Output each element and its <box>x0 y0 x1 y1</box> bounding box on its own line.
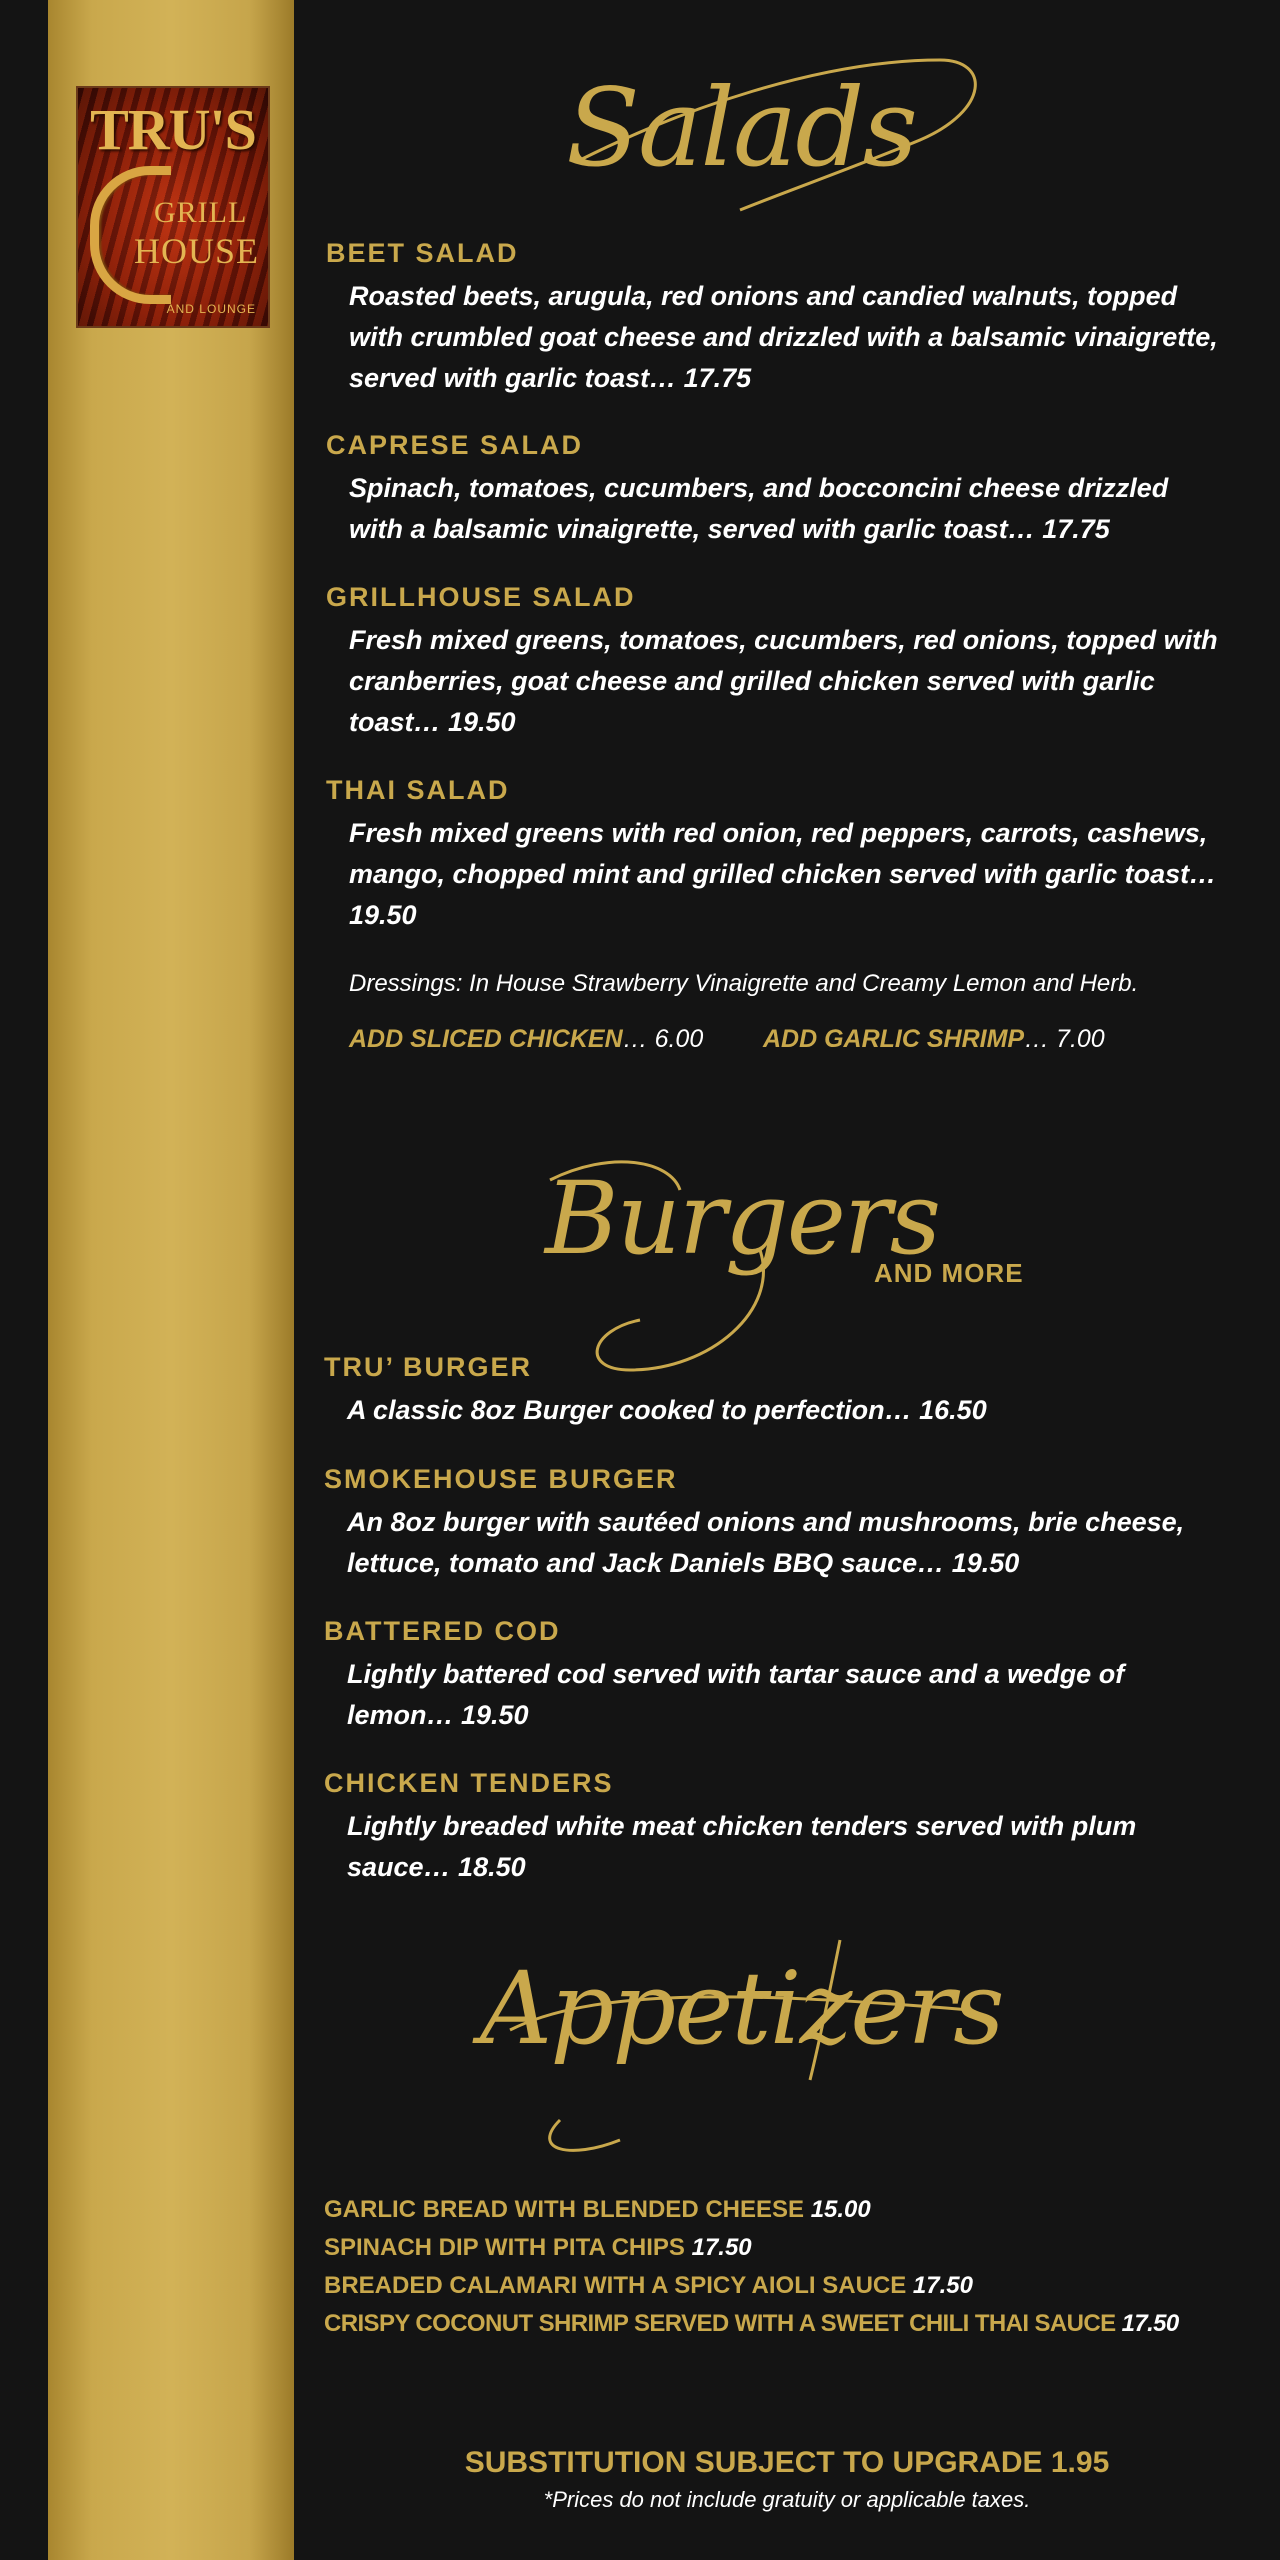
dressings-note: Dressings: In House Strawberry Vinaigrette and Creamy Lemon and Herb. <box>349 970 1139 997</box>
grillhouse-salad-name: GRILLHOUSE SALAD <box>326 582 636 612</box>
burgers-heading: Burgers <box>545 1160 940 1277</box>
logo-name: TRU'S <box>90 97 256 162</box>
logo-tagline: AND LOUNGE <box>166 302 256 316</box>
appetizer-calamari <box>324 2272 973 2300</box>
beet-salad-name: BEET SALAD <box>326 238 519 268</box>
addon-shrimp-name: ADD GARLIC SHRIMP <box>763 1025 1025 1053</box>
beet-salad-description: Roasted beets, arugula, red onions and candied walnuts, topped with crumbled goat cheese and drizzled with a balsamic vinaigrette, served with garlic toast… 17.75 <box>349 281 1218 393</box>
appetizer-garlic-bread-price: 15.00 <box>810 2196 871 2223</box>
caprese-salad-description: Spinach, tomatoes, cucumbers, and bocconcini cheese drizzled with a balsamic vinaigrette, served with garlic toast… 17.75 <box>349 473 1169 544</box>
tru-burger-description: A classic 8oz Burger cooked to perfection… 16.50 <box>347 1395 987 1425</box>
thai-salad-description: Fresh mixed greens with red onion, red peppers, carrots, cashews, mango, chopped mint and grilled chicken served with garlic toast… 19.50 <box>349 818 1217 930</box>
appetizer-garlic-bread-name: GARLIC BREAD WITH BLENDED CHEESE <box>324 2196 805 2223</box>
gold-side-band <box>48 0 294 2560</box>
appetizer-spinach-dip <box>324 2234 752 2262</box>
addon-shrimp <box>763 1025 1105 1054</box>
appetizer-spinach-dip-price: 17.50 <box>691 2234 752 2261</box>
appetizer-coconut-shrimp <box>324 2310 1179 2338</box>
addon-chicken <box>349 1025 703 1054</box>
restaurant-logo <box>76 86 270 328</box>
appetizer-calamari-name: BREADED CALAMARI WITH A SPICY AIOLI SAUCE <box>324 2272 907 2299</box>
battered-cod-description: Lightly battered cod served with tartar sauce and a wedge of lemon… 19.50 <box>347 1659 1125 1730</box>
appetizer-spinach-dip-name: SPINACH DIP WITH PITA CHIPS <box>324 2234 685 2261</box>
logo-line2: GRILL <box>154 196 248 229</box>
appetizers-heading: Appetizers <box>480 1950 1003 2067</box>
appetizer-calamari-price: 17.50 <box>912 2272 973 2299</box>
appetizer-coconut-shrimp-name: CRISPY COCONUT SHRIMP SERVED WITH A SWEET CHILI THAI SAUCE <box>324 2310 1116 2337</box>
appetizer-coconut-shrimp-price: 17.50 <box>1121 2310 1179 2337</box>
logo-line3: HOUSE <box>134 231 260 271</box>
thai-salad-name: THAI SALAD <box>326 775 510 805</box>
chicken-tenders-name: CHICKEN TENDERS <box>324 1768 614 1798</box>
caprese-salad-name: CAPRESE SALAD <box>326 430 584 460</box>
smokehouse-burger-name: SMOKEHOUSE BURGER <box>324 1464 678 1494</box>
burgers-subheading: AND MORE <box>874 1258 1024 1288</box>
smokehouse-burger-description: An 8oz burger with sautéed onions and mushrooms, brie cheese, lettuce, tomato and Jack Daniels BBQ sauce… 19.50 <box>347 1507 1185 1578</box>
battered-cod-name: BATTERED COD <box>324 1616 561 1646</box>
chicken-tenders-description: Lightly breaded white meat chicken tenders served with plum sauce… 18.50 <box>347 1811 1137 1882</box>
addon-chicken-price: … 6.00 <box>622 1025 704 1053</box>
substitution-note: SUBSTITUTION SUBJECT TO UPGRADE 1.95 <box>464 2446 1110 2479</box>
appetizer-garlic-bread <box>324 2196 871 2224</box>
addon-chicken-name: ADD SLICED CHICKEN <box>349 1025 623 1053</box>
salads-heading: Salads <box>566 66 916 191</box>
addon-shrimp-price: … 7.00 <box>1024 1025 1105 1053</box>
grillhouse-salad-description: Fresh mixed greens, tomatoes, cucumbers, red onions, topped with cranberries, goat cheese and grilled chicken served with garlic toast… 19.50 <box>349 625 1218 737</box>
tru-burger-name: TRU’ BURGER <box>324 1352 533 1382</box>
taxes-note: *Prices do not include gratuity or applicable taxes. <box>543 2487 1031 2512</box>
